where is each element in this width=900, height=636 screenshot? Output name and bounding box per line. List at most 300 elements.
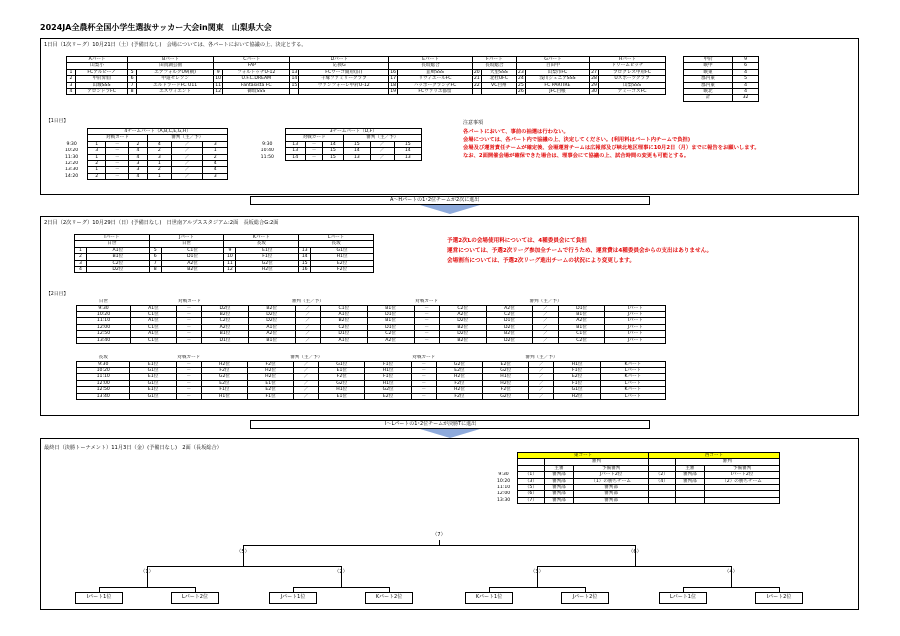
west-court: 西コート (649, 453, 780, 459)
team-number: 5 (149, 247, 161, 253)
venue-label: 日世 (98, 299, 109, 305)
col-ref: 審判（主／予） (291, 299, 324, 305)
match-cell: F2位 (436, 393, 482, 399)
match-cell: ／ (529, 374, 554, 380)
arrow2-text: I～Lパートの1･2位チームが決勝Tに進出 (385, 421, 477, 427)
match-cell: E1位 (319, 393, 365, 399)
note-line: 運営については、予選2次リーグ参加全チームで行うため、運営費は4種委員会からの支出はありません。 (447, 248, 713, 254)
final-cell: （3） (518, 478, 545, 484)
match-cell: － (411, 387, 436, 393)
team-number: 14 (299, 254, 311, 260)
team-rank: A1位 (87, 247, 150, 253)
part-name: Kパート (224, 235, 299, 241)
sched-cell: ／ (172, 148, 203, 154)
part-venue: 日世 (75, 241, 150, 247)
match-cell: － (176, 387, 201, 393)
slot-label: Kパート2位 (375, 594, 403, 600)
team-number: 2 (67, 76, 76, 82)
team-name: エアフォルクU9(朝) (137, 69, 214, 75)
sched-cell: 15 (323, 154, 343, 160)
match-cell: ／ (294, 361, 319, 367)
part-name: Bパート (128, 57, 214, 63)
match-cell: ／ (533, 337, 558, 343)
match-cell: D2位 (486, 324, 533, 330)
team-rank: F2位 (311, 267, 374, 273)
time-cell: 11:10 (77, 318, 131, 324)
time-cell: 13:30 (64, 167, 79, 173)
match-cell: H2位 (436, 374, 482, 380)
time-cell: 10:40 (260, 148, 274, 154)
match-cell: G2位 (483, 393, 529, 399)
sched-cell: 4 (203, 167, 228, 173)
match-cell: C1位 (131, 311, 177, 317)
sched-cell: 14 (323, 141, 343, 147)
match-cell: ／ (295, 337, 320, 343)
match-cell: ／ (533, 324, 558, 330)
match-cell: F2位 (319, 374, 365, 380)
part-cell: Kパート (600, 387, 665, 393)
time-cell: 12:50 (77, 387, 130, 393)
match-cell: F1位 (365, 374, 411, 380)
day1-heading: 1日目（1次リーグ）10月21日（土）(予備日なし) 会場については、各パートにおいて協議の上、決定とする。 (44, 42, 307, 48)
match-cell: B2位 (439, 337, 486, 343)
team-number: 2 (75, 254, 87, 260)
slot-label: Iパート1位 (86, 594, 112, 600)
region-name: 峡東 (684, 69, 733, 75)
match-cell: B1位 (367, 305, 414, 311)
team-rank: B1位 (87, 254, 150, 260)
bracket-line (293, 587, 389, 588)
match-cell: － (176, 337, 201, 343)
team-name: FCヴァリエ都留 (398, 89, 473, 95)
ref-header: 審判 (675, 459, 779, 465)
region-count: 4 (733, 82, 759, 88)
team-number: 15 (291, 82, 298, 88)
match-cell: － (176, 374, 201, 380)
match-cell: G2位 (483, 367, 529, 373)
match-cell: H2位 (248, 374, 294, 380)
sched-cell: 2 (88, 173, 106, 179)
match-cell: B1位 (558, 324, 605, 330)
team-number: 6 (149, 254, 161, 260)
time-cell: 10:20 (77, 367, 130, 373)
match-cell: ／ (529, 361, 554, 367)
part-venue: 長坂総合 (389, 63, 473, 69)
main-ref-header: 主審 (544, 465, 573, 471)
match-cell: ／ (295, 305, 320, 311)
match-cell: A1位 (131, 318, 177, 324)
match-cell: D1位 (320, 331, 367, 337)
match-cell: E2位 (365, 393, 411, 399)
region-name: 郡内東 (684, 76, 733, 82)
team-name: FC PARTIRE (525, 82, 589, 88)
match-1-label: （1） (140, 569, 154, 575)
final-cell: （4） (649, 478, 676, 484)
match-cell: B2位 (248, 305, 295, 311)
match-cell: F1位 (554, 367, 600, 373)
match-cell: B2位 (202, 311, 249, 317)
team-name: プログレス甲府FC (599, 69, 666, 75)
match-cell: E1位 (130, 361, 176, 367)
match-cell: F1位 (201, 387, 247, 393)
part-cell: Jパート (605, 311, 666, 317)
match-cell: E2位 (483, 361, 529, 367)
team-number: 12 (224, 267, 236, 273)
match-cell: E2位 (248, 387, 294, 393)
match-cell: G2位 (436, 361, 482, 367)
part-name: Dパート (290, 57, 389, 63)
final-cell: 審判部 (544, 497, 573, 503)
team-rank: D1位 (161, 254, 224, 260)
match-cell: H1位 (319, 387, 365, 393)
match-cell: － (411, 374, 436, 380)
match-cell: F2位 (436, 380, 482, 386)
match-cell: － (411, 380, 436, 386)
team-rank: C2位 (87, 260, 150, 266)
part-venue: 長坂総合 (472, 63, 516, 69)
match-6-label: （6） (628, 549, 642, 555)
match-cell: H2位 (248, 367, 294, 373)
team-number: 4 (75, 267, 87, 273)
match-cell: － (414, 337, 439, 343)
region-name: 郡内東 (684, 82, 733, 88)
sched-cell: 1 (147, 173, 171, 179)
match-cell: ／ (529, 387, 554, 393)
team-name: Fantasista FC (223, 82, 290, 88)
slot-label: Jパート2位 (572, 594, 598, 600)
time-cell: 11:10 (77, 374, 130, 380)
time-cell: 13:40 (77, 337, 131, 343)
time-cell: 12:50 (77, 331, 131, 337)
final-cell: Jパート2位 (574, 472, 649, 478)
match-cell: H1位 (483, 374, 529, 380)
sched-cell: ／ (370, 141, 394, 147)
match-cell: G2位 (365, 387, 411, 393)
part-venue: 百田中 (516, 63, 589, 69)
part-cell: Kパート (600, 374, 665, 380)
match-cell: ／ (529, 367, 554, 373)
team-number: 21 (473, 76, 480, 82)
match-cell: A2位 (558, 318, 605, 324)
match-cell: － (176, 361, 201, 367)
match-cell: E1位 (319, 367, 365, 373)
day1-schedule-label: 【1日目】 (46, 119, 69, 124)
team-number: 1 (67, 69, 76, 75)
match-cell: A2位 (202, 324, 249, 330)
match-cell: － (176, 318, 201, 324)
match-2-label: （2） (334, 569, 348, 575)
match-cell: － (176, 367, 201, 373)
team-number: 24 (517, 76, 524, 82)
match-cell: － (411, 393, 436, 399)
sched-cell: 1 (203, 148, 228, 154)
part-cell: Lパート (600, 393, 665, 399)
sched-cell: 14 (394, 148, 422, 154)
match-cell: D2位 (439, 331, 486, 337)
col-ref: 審判（主／予） (147, 135, 227, 141)
sched-cell: 15 (343, 141, 370, 147)
sched-cell: 3 (203, 173, 228, 179)
final-cell: 審判部 (574, 485, 649, 491)
ref-header: 審判 (544, 459, 648, 465)
part-cell: Iパート (605, 305, 666, 311)
match-cell: G1位 (130, 367, 176, 373)
sched-cell: 14 (285, 154, 305, 160)
sched-cell: 3 (129, 167, 147, 173)
match-cell: E2位 (201, 380, 247, 386)
time-cell: 11:10 (496, 485, 511, 491)
team-name: 甲府昇仙 (76, 76, 128, 82)
final-cell: 審判部 (544, 472, 573, 478)
team-rank: H2位 (236, 267, 299, 273)
col-ref: 審判（主／予） (525, 355, 558, 361)
match-cell: － (176, 311, 201, 317)
sched-cell: 15 (394, 141, 422, 147)
part-name: Fパート (472, 57, 516, 63)
match-cell: D1位 (558, 305, 605, 311)
team-name: ヴァンフォーレ甲府U-12 (299, 82, 389, 88)
match-cell: B1位 (558, 311, 605, 317)
team-name: 大里SSS (481, 69, 516, 75)
part-name: Iパート (75, 235, 150, 241)
match-cell: C1位 (131, 324, 177, 330)
final-cell: 審判部 (574, 491, 649, 497)
match-cell: C1位 (320, 305, 367, 311)
match-cell: F1位 (248, 393, 294, 399)
team-name: U.F.C.DREAM (223, 76, 290, 82)
part-name: Cパート (214, 57, 290, 63)
day2-schedule-label: 【2日目】 (46, 292, 69, 297)
region-name: 甲府 (684, 57, 733, 63)
team-number: 4 (67, 89, 76, 95)
sched-cell: 3 (147, 154, 171, 160)
sched-cell: ／ (172, 154, 203, 160)
match-cell: H1位 (365, 367, 411, 373)
match-cell: － (414, 311, 439, 317)
team-number: 1 (75, 247, 87, 253)
col-ref: 審判（主／予） (529, 299, 562, 305)
match-5-label: （5） (236, 549, 250, 555)
bracket-line (489, 587, 585, 588)
team-number: 13 (299, 247, 311, 253)
time-cell: 12:00 (77, 324, 131, 330)
match-cell: ／ (295, 318, 320, 324)
match-cell: B2位 (320, 318, 367, 324)
col-card: 対戦カード (285, 135, 343, 141)
final-cell: （5） (518, 485, 545, 491)
arrow1-text: A～Hパートの1･2位チームが2次に進出 (390, 197, 480, 203)
match-cell: ／ (533, 305, 558, 311)
team-number: 11 (215, 82, 222, 88)
match-cell: H2位 (483, 380, 529, 386)
team-number: 30 (591, 89, 597, 95)
final-cell: 審判部 (574, 497, 649, 503)
match-cell: G1位 (130, 393, 176, 399)
note-line: 予選2次Lの会場使用料については、4種委員会にて負担 (447, 238, 587, 244)
match-cell: H1位 (365, 380, 411, 386)
match-cell: G2位 (319, 380, 365, 386)
team-rank: B2位 (161, 267, 224, 273)
team-name: フォルトゥナU-12 (223, 69, 290, 75)
part-cell: Iパート (605, 331, 666, 337)
match-cell: C1位 (131, 337, 177, 343)
sched-cell: 1 (88, 167, 106, 173)
team-number: 19 (390, 89, 397, 95)
sched-cell: ／ (370, 148, 394, 154)
team-number: 12 (215, 89, 222, 95)
team-number: 26 (517, 89, 524, 95)
col-card: 対戦カード (415, 299, 439, 305)
part-cell: Jパート (605, 324, 666, 330)
time-cell: 9:30 (77, 361, 130, 367)
team-name: リヴィエールFC (398, 76, 473, 82)
match-cell: F2位 (201, 367, 247, 373)
sched-cell: － (106, 161, 129, 167)
sched-cell: ／ (172, 141, 203, 147)
part-venue: 応援G (290, 63, 389, 69)
final-cell: （7） (518, 497, 545, 503)
col-card: 対戦カード (88, 135, 147, 141)
match-cell: － (176, 324, 201, 330)
match-cell: A2位 (367, 337, 414, 343)
part-venue: 長坂 (299, 241, 374, 247)
time-cell: 9:30 (262, 141, 273, 147)
team-number: 3 (67, 82, 76, 88)
team-name: アミーゴスFC (599, 89, 666, 95)
team-rank: H1位 (311, 254, 374, 260)
match-cell: ／ (295, 331, 320, 337)
sched-cell: 3 (88, 148, 106, 154)
match-cell: A2位 (486, 305, 533, 311)
match-cell: C2位 (367, 331, 414, 337)
team-rank: E1位 (236, 247, 299, 253)
match-4-label: （4） (724, 569, 738, 575)
match-cell: F1位 (365, 361, 411, 367)
sched-cell: 3 (203, 141, 228, 147)
team-number: 14 (291, 76, 298, 82)
region-name: 計 (684, 95, 733, 101)
match-cell: － (176, 305, 201, 311)
match-cell: A2位 (248, 331, 295, 337)
sched-cell: 1 (88, 141, 106, 147)
match-cell: G2位 (201, 374, 247, 380)
team-number: 9 (214, 69, 223, 75)
part-name: Lパート (299, 235, 374, 241)
match-cell: A2位 (439, 311, 486, 317)
team-number: 7 (149, 260, 161, 266)
team-number: 28 (591, 76, 597, 82)
match-cell: ／ (529, 380, 554, 386)
match-cell: － (176, 393, 201, 399)
col-ref: 審判（主／予） (343, 135, 421, 141)
sched-cell: － (106, 167, 129, 173)
match-cell: － (414, 331, 439, 337)
final-cell: （2）の勝ちチーム (705, 478, 780, 484)
final-cell: 審判部 (544, 485, 573, 491)
region-count: 9 (733, 57, 759, 63)
slot-label: Lパート2位 (182, 594, 208, 600)
match-cell: B2位 (439, 324, 486, 330)
final-cell: 審判部 (544, 478, 573, 484)
team-number: 16 (299, 267, 311, 273)
time-cell: 11:50 (260, 154, 274, 160)
team-name: エルドラードFC U11 (137, 82, 214, 88)
match-cell: A1位 (131, 331, 177, 337)
part-venue: FAP (214, 63, 290, 69)
time-cell: 10:20 (64, 148, 79, 154)
match-cell: C2位 (439, 305, 486, 311)
match-cell: ／ (529, 393, 554, 399)
time-cell: 11:30 (64, 154, 79, 160)
team-number: 13 (291, 69, 298, 75)
final-cell: （1）の勝ちチーム (574, 478, 649, 484)
match-cell: G1位 (130, 380, 176, 386)
part-venue: 山梨小 (67, 63, 128, 69)
bracket-line (439, 540, 440, 545)
time-cell: 13:40 (77, 393, 130, 399)
match-cell: C2位 (320, 324, 367, 330)
time-cell: 9:30 (66, 141, 77, 147)
main-ref-header: 主審 (675, 465, 704, 471)
match-cell: E2位 (554, 374, 600, 380)
final-cell: Iパート2位 (705, 472, 780, 478)
slot-label: Iパート2位 (766, 594, 792, 600)
bracket-line (147, 566, 341, 567)
match-cell: H1位 (201, 393, 247, 399)
sched-cell: 4 (203, 161, 228, 167)
sub-ref-header: 予備審判 (574, 465, 649, 471)
sched-cell: 13 (394, 154, 422, 160)
part-cell: Lパート (600, 380, 665, 386)
team-name: JFC白根 (525, 89, 589, 95)
sched-cell: 1 (88, 154, 106, 160)
team-name: FCウーゴ開府(旧) (299, 69, 389, 75)
match-cell: H2位 (554, 393, 600, 399)
team-number: 8 (128, 89, 137, 95)
match-cell: － (414, 318, 439, 324)
sched-cell: － (106, 154, 129, 160)
venue-label: 長坂 (98, 355, 108, 361)
match-cell: ／ (294, 393, 319, 399)
match-cell: E1位 (130, 387, 176, 393)
match-cell: － (411, 361, 436, 367)
time-cell: 12:20 (64, 161, 79, 167)
team-number: 9 (224, 247, 236, 253)
team-rank: A2位 (161, 260, 224, 266)
team-name: 山梨SSS (599, 82, 666, 88)
note-line: 会場及び運営責任チームが確定後、会場運営チームは広報部及び峡北地区理事に10月2日（月）までに報告をお願いします。 (463, 145, 760, 151)
sched-cell: 2 (147, 167, 171, 173)
match-cell: B1位 (248, 337, 295, 343)
team-number: 3 (75, 260, 87, 266)
sched-cell: 4 (129, 173, 147, 179)
match-cell: ／ (294, 374, 319, 380)
match-cell: C1位 (558, 331, 605, 337)
final-cell: （1） (518, 472, 545, 478)
bracket-line (99, 587, 195, 588)
match-cell: D2位 (202, 305, 249, 311)
time-cell: 9:30 (498, 472, 509, 478)
match-cell: C2位 (558, 337, 605, 343)
team-number: 27 (591, 69, 597, 75)
match-cell: H1位 (554, 361, 600, 367)
team-name: VC白州 (481, 82, 516, 88)
sched-cell: 2 (129, 141, 147, 147)
slot-label: Jパート1位 (280, 594, 306, 600)
sched-cell: 13 (285, 148, 305, 154)
sched-cell: 14 (343, 148, 370, 154)
sched-cell: － (305, 141, 322, 147)
